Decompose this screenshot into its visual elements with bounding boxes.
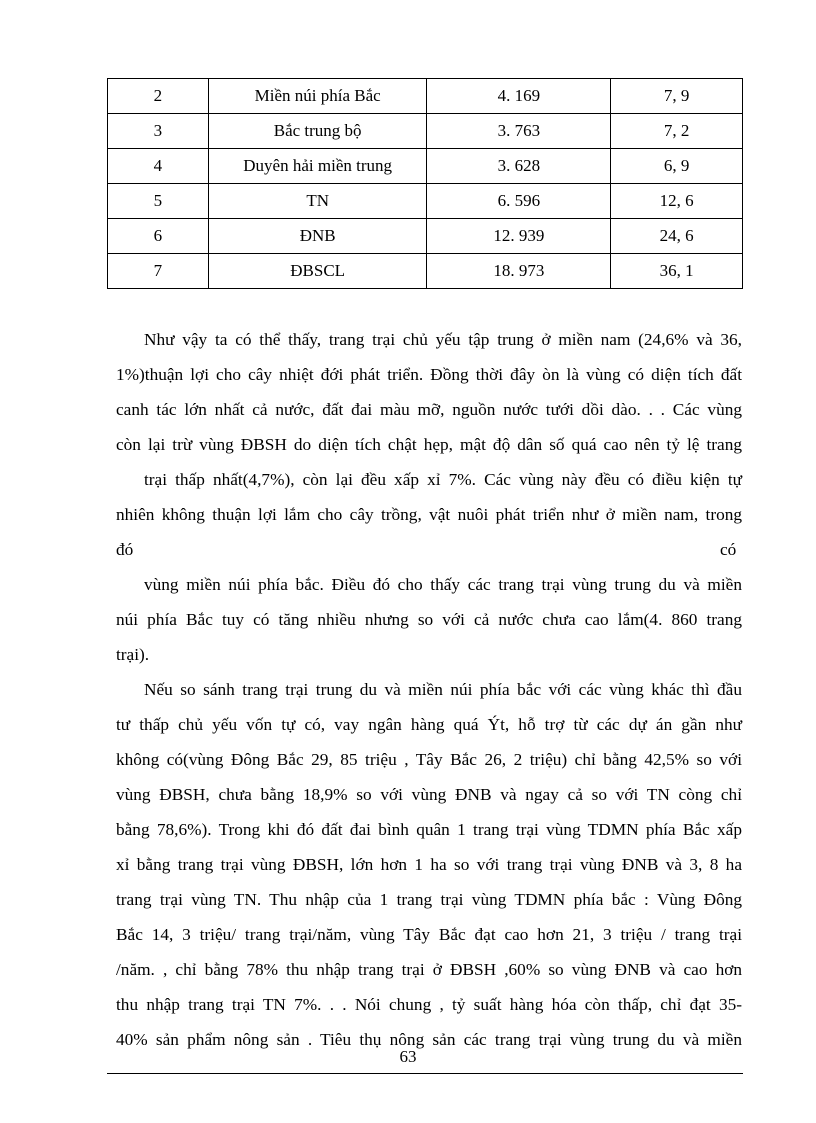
text-line: trại thấp nhất(4,7%), còn lại đều xấp xỉ 7%. Các vùng này đều có điều kiện tự — [144, 470, 742, 489]
region-name: ĐBSCL — [208, 254, 427, 289]
row-number: 5 — [108, 184, 209, 219]
text-line: nhiên không thuận lợi lắm cho cây trồng, vật nuôi phát triển như ở miền nam, trong — [116, 505, 742, 524]
text-line: tư thấp chủ yếu vốn tự có, vay ngân hàng quá Ýt, hỗ trợ từ các dự án gần như — [116, 715, 742, 734]
text-line: không có(vùng Đông Bắc 29, 85 triệu , Tây Bắc 26, 2 triệu) chỉ bằng 42,5% so với — [116, 750, 742, 769]
farm-count: 12. 939 — [427, 219, 611, 254]
region-name: Duyên hải miền trung — [208, 149, 427, 184]
farm-count: 6. 596 — [427, 184, 611, 219]
farm-percent: 7, 2 — [611, 114, 743, 149]
region-name: ĐNB — [208, 219, 427, 254]
row-number: 3 — [108, 114, 209, 149]
table-row — [108, 149, 743, 184]
farm-percent: 36, 1 — [611, 254, 743, 289]
farm-count: 4. 169 — [427, 79, 611, 114]
farm-count: 3. 763 — [427, 114, 611, 149]
text-line: /năm. , chỉ bằng 78% thu nhập trang trại ở ĐBSH ,60% so vùng ĐNB và cao hơn — [116, 960, 742, 979]
table-row — [108, 219, 743, 254]
text-line: thu nhập trang trại TN 7%. . . Nói chung , tỷ suất hàng hóa còn thấp, chỉ đạt 35- — [116, 995, 742, 1014]
page-number: 63 — [399, 1047, 417, 1066]
text-line: trại). — [116, 645, 150, 664]
table-row — [108, 114, 743, 149]
table-row — [108, 79, 743, 114]
text-line: vùng miền núi phía bắc. Điều đó cho thấy các trang trại vùng trung du và miền — [144, 575, 742, 594]
region-farm-table — [107, 78, 743, 289]
row-number: 6 — [108, 219, 209, 254]
text-line: núi phía Bắc tuy có tăng nhiều nhưng so với cả nước chưa cao lắm(4. 860 trang — [116, 610, 742, 629]
farm-count: 18. 973 — [427, 254, 611, 289]
farm-count: 3. 628 — [427, 149, 611, 184]
region-name: Bắc trung bộ — [208, 114, 427, 149]
farm-percent: 12, 6 — [611, 184, 743, 219]
text-line: Bắc 14, 3 triệu/ trang trại/năm, vùng Tây Bắc đạt cao hơn 21, 3 triệu / trang trại — [116, 925, 742, 944]
text-line: Như vậy ta có thể thấy, trang trại chủ yếu tập trung ở miền nam (24,6% và 36, — [144, 330, 742, 349]
region-name: Miền núi phía Bắc — [208, 79, 427, 114]
row-number: 2 — [108, 79, 209, 114]
text-line: 40% sản phẩm nông sản . Tiêu thụ nông sản các trang trại vùng trung du và miền — [116, 1030, 742, 1049]
text-line: Nếu so sánh trang trại trung du và miền núi phía bắc với các vùng khác thì đầu — [144, 680, 742, 699]
farm-percent: 7, 9 — [611, 79, 743, 114]
table-row — [108, 254, 743, 289]
text-line: có — [720, 540, 737, 559]
text-line: canh tác lớn nhất cả nước, đất đai màu mỡ, nguồn nước tưới dồi dào. . . Các vùng — [116, 400, 742, 419]
text-line: xỉ bằng trang trại vùng ĐBSH, lớn hơn 1 ha so với trang trại vùng ĐNB và 3, 8 ha — [116, 855, 742, 874]
region-name: TN — [208, 184, 427, 219]
text-line: vùng ĐBSH, chưa bằng 18,9% so với vùng ĐNB và ngay cả so với TN còng chỉ — [116, 785, 742, 804]
farm-percent: 24, 6 — [611, 219, 743, 254]
row-number: 4 — [108, 149, 209, 184]
text-line: còn lại trừ vùng ĐBSH do diện tích chật hẹp, mật độ dân số quá cao nên tỷ lệ trang — [116, 435, 742, 454]
text-line: đó — [116, 540, 134, 559]
table-row — [108, 184, 743, 219]
farm-percent: 6, 9 — [611, 149, 743, 184]
text-line: bằng 78,6%). Trong khi đó đất đai bình quân 1 trang trại vùng TDMN phía Bắc xấp — [116, 820, 742, 839]
text-line: 1%)thuận lợi cho cây nhiệt đới phát triển. Đồng thời đây òn là vùng có diện tích đất — [116, 365, 742, 384]
row-number: 7 — [108, 254, 209, 289]
text-line: trang trại vùng TN. Thu nhập của 1 trang trại vùng TDMN phía bắc : Vùng Đông — [116, 890, 742, 909]
footer-rule — [107, 1073, 743, 1074]
